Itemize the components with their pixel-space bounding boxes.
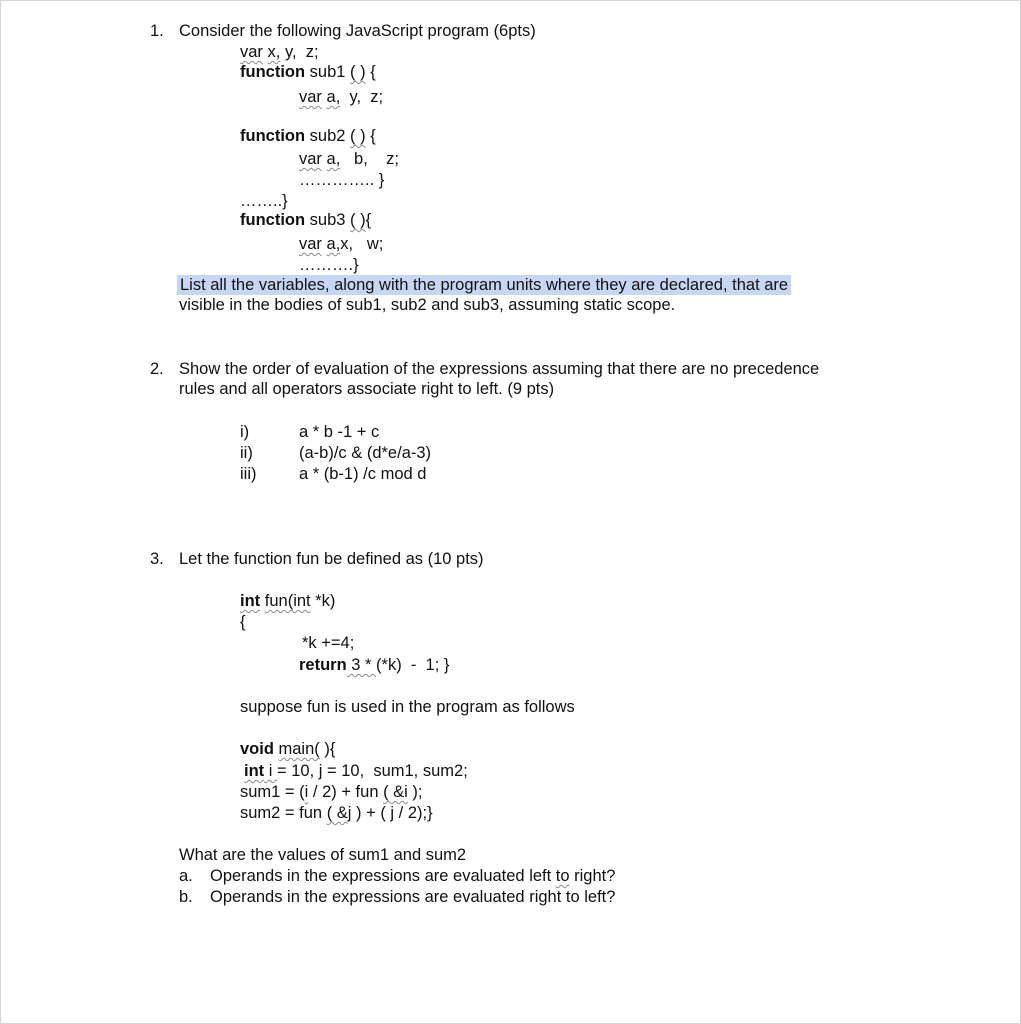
code-text: b, z; — [340, 150, 399, 168]
q1-code-line-1 — [240, 42, 319, 62]
keyword-function: function — [240, 211, 306, 229]
q1-code-line-7: ……..} — [240, 192, 288, 210]
q3-option-b: Operands in the expressions are evaluated right to left? — [210, 888, 616, 906]
code-text: sub3 — [305, 211, 351, 229]
keyword-function: function — [240, 63, 306, 81]
ref-i: ( &i — [383, 783, 408, 801]
q1-number: 1. — [150, 22, 164, 40]
option-text: right? — [569, 867, 616, 885]
code-text: y, z; — [340, 88, 384, 106]
q3-signature — [240, 591, 335, 611]
q3-main-decl — [244, 761, 468, 781]
keyword-var: var — [299, 235, 322, 253]
q3-title: Let the function fun be defined as (10 pts) — [179, 550, 484, 568]
code-text: ){ — [319, 740, 336, 758]
q3-body-line-1: *k +=4; — [302, 634, 355, 652]
var-a: a, — [326, 235, 341, 253]
q3-suppose: suppose fun is used in the program as follows — [240, 698, 575, 716]
q2-item-expr-1: a * b -1 + c — [299, 423, 380, 441]
q1-code-line-6: ………….. } — [299, 171, 385, 189]
code-text: sum1 = ( — [240, 783, 305, 801]
q1-code-line-10: ……….} — [299, 256, 359, 274]
fun-name: fun(int — [264, 592, 311, 610]
option-word-to: to — [555, 867, 570, 885]
q2-item-expr-3: a * (b-1) /c mod d — [299, 465, 427, 483]
code-paren: ( ) — [350, 211, 366, 229]
var-a: a, — [326, 150, 341, 168]
var-i: i — [264, 762, 278, 780]
q3-option-a-label: a. — [179, 867, 193, 885]
q1-code-line-3 — [299, 87, 383, 107]
main-name: main( — [278, 740, 320, 758]
option-text: Operands in the expressions are evaluated left — [210, 867, 556, 885]
q3-main-sum1 — [240, 782, 423, 802]
keyword-int: int — [240, 592, 261, 610]
q2-line-2: rules and all operators associate right to left. (9 pts) — [179, 380, 555, 398]
q1-title: Consider the following JavaScript program (6pts) — [179, 22, 536, 40]
q3-open-brace: { — [240, 613, 246, 631]
q1-code-line-5 — [299, 149, 399, 169]
code-text: (*k) - 1; } — [376, 656, 450, 674]
var-x: x, — [267, 43, 281, 61]
code-text: j ) + ( j / 2);} — [347, 804, 433, 822]
code-text: { — [365, 63, 376, 81]
q1-code-line-8 — [240, 210, 371, 230]
q2-item-expr-2: (a-b)/c & (d*e/a-3) — [299, 444, 432, 462]
code-number: 3 — [346, 656, 361, 674]
ref-j: ( & — [326, 804, 348, 822]
q3-ask: What are the values of sum1 and sum2 — [179, 846, 467, 864]
code-text: sub1 — [305, 63, 351, 81]
keyword-var: var — [240, 43, 263, 61]
code-text: sub2 — [305, 127, 351, 145]
code-text: ); — [407, 783, 423, 801]
q1-question-line-2: visible in the bodies of sub1, sub2 and sub3, assuming static scope. — [179, 296, 676, 314]
q3-number: 3. — [150, 550, 164, 568]
q3-return-line — [299, 655, 449, 675]
code-text: { — [365, 127, 376, 145]
q3-main-sum2 — [240, 803, 433, 823]
q1-question-highlighted: List all the variables, along with the program units where they are declared, that are — [177, 275, 791, 295]
code-text: / 2) + fun — [308, 783, 384, 801]
code-paren: ( ) — [350, 63, 366, 81]
q2-item-label-1: i) — [240, 423, 250, 441]
q1-code-line-9 — [299, 234, 383, 254]
var-a: a, — [326, 88, 341, 106]
keyword-int: int — [244, 762, 265, 780]
q2-number: 2. — [150, 360, 164, 378]
keyword-function: function — [240, 127, 306, 145]
keyword-var: var — [299, 150, 322, 168]
code-text: *k) — [310, 592, 336, 610]
code-text: x, w; — [340, 235, 384, 253]
code-paren: ( ) — [350, 127, 366, 145]
q1-code-line-2 — [240, 62, 376, 82]
code-text: { — [365, 211, 372, 229]
q2-item-label-3: iii) — [240, 465, 257, 483]
code-operator: * — [360, 656, 377, 674]
code-text: = 10, j = 10, sum1, sum2; — [277, 762, 468, 780]
q3-option-b-label: b. — [179, 888, 193, 906]
code-text: sum2 = fun — [240, 804, 327, 822]
q1-code-line-4 — [240, 126, 376, 146]
keyword-void: void — [240, 740, 274, 758]
var-i: i — [304, 783, 309, 801]
keyword-var: var — [299, 88, 322, 106]
q2-item-label-2: ii) — [240, 444, 253, 462]
q3-main-signature — [240, 739, 335, 759]
q2-line-1: Show the order of evaluation of the expressions assuming that there are no precedence — [179, 360, 820, 378]
keyword-return: return — [299, 656, 347, 674]
code-text: y, z; — [280, 43, 319, 61]
q3-option-a — [210, 866, 615, 886]
